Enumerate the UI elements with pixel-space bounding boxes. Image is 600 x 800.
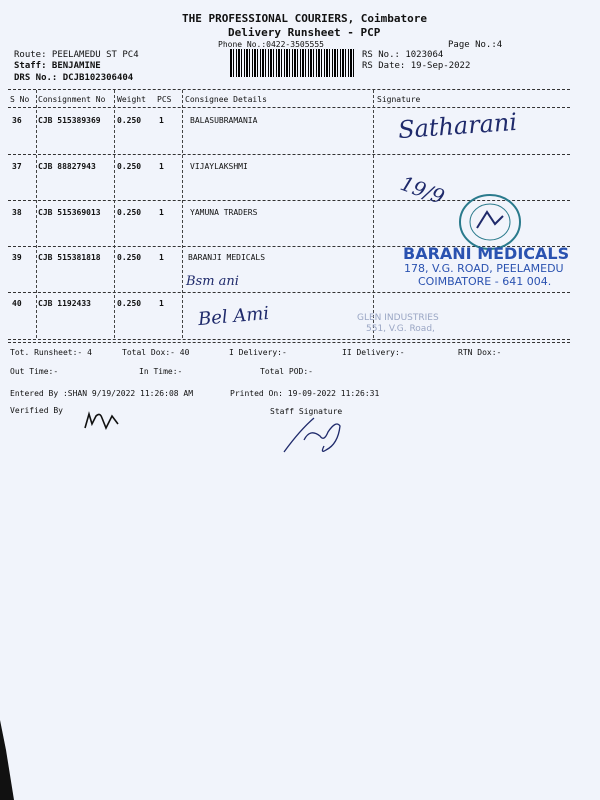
row-consignee: YAMUNA TRADERS bbox=[190, 208, 258, 217]
col-divider bbox=[114, 90, 115, 338]
in-time: In Time:- bbox=[139, 367, 183, 376]
row-rule bbox=[8, 292, 570, 293]
row-consignee: BARANJI MEDICALS bbox=[188, 253, 266, 262]
page-number: Page No.:4 bbox=[448, 40, 503, 50]
barcode bbox=[230, 49, 355, 77]
col-sno: S No bbox=[10, 95, 30, 104]
row-consignee: VIJAYLAKSHMI bbox=[190, 162, 248, 171]
stamp-address-line1: 178, V.G. ROAD, PEELAMEDU bbox=[404, 262, 564, 275]
row-pcs: 1 bbox=[159, 208, 164, 217]
staff-signature-label: Staff Signature bbox=[270, 407, 343, 416]
row-pcs: 1 bbox=[159, 116, 164, 125]
col-divider bbox=[373, 90, 374, 338]
row-sno: 40 bbox=[12, 299, 22, 308]
second-delivery: II Delivery:- bbox=[342, 348, 405, 357]
row-weight: 0.250 bbox=[117, 162, 142, 171]
col-consignment: Consignment No bbox=[38, 95, 106, 104]
faint-stamp-line2: 551, V.G. Road, bbox=[366, 324, 435, 334]
table-rule-bottom bbox=[8, 339, 570, 340]
row-weight: 0.250 bbox=[117, 208, 142, 217]
handwritten-note-39: Bsm ani bbox=[186, 274, 239, 289]
row-consignee: BALASUBRAMANIA bbox=[190, 116, 258, 125]
row-weight: 0.250 bbox=[117, 299, 142, 308]
col-weight: Weight bbox=[117, 95, 146, 104]
rs-number: RS No.: 1023064 bbox=[362, 50, 444, 60]
row-sno: 38 bbox=[12, 208, 22, 217]
row-consignment: CJB 1192433 bbox=[38, 299, 91, 308]
col-divider bbox=[36, 90, 37, 338]
row-weight: 0.250 bbox=[117, 116, 142, 125]
row-weight: 0.250 bbox=[117, 253, 142, 262]
phone-number: Phone No.:0422-3505555 bbox=[218, 40, 324, 49]
verifier-signature-icon bbox=[82, 410, 122, 432]
row-pcs: 1 bbox=[159, 162, 164, 171]
row-sno: 37 bbox=[12, 162, 22, 171]
row-pcs: 1 bbox=[159, 253, 164, 262]
return-dox: RTN Dox:- bbox=[458, 348, 502, 357]
total-pod: Total POD:- bbox=[260, 367, 313, 376]
rs-date: RS Date: 19-Sep-2022 bbox=[362, 61, 471, 71]
company-title: THE PROFESSIONAL COURIERS, Coimbatore bbox=[182, 12, 428, 25]
entered-by: Entered By :SHAN 9/19/2022 11:26:08 AM bbox=[10, 389, 194, 398]
table-rule-bottom-2 bbox=[8, 342, 570, 343]
route-label: Route: PEELAMEDU ST PC4 bbox=[14, 50, 139, 60]
scan-edge-shadow bbox=[0, 720, 20, 800]
drs-number: DRS No.: DCJB102306404 bbox=[14, 73, 134, 83]
out-time: Out Time:- bbox=[10, 367, 59, 376]
row-consignment: CJB 515369013 bbox=[38, 208, 101, 217]
handwritten-note-40: Bel Ami bbox=[197, 302, 270, 331]
row-consignment: CJB 515389369 bbox=[38, 116, 101, 125]
verified-by: Verified By bbox=[10, 406, 63, 415]
first-delivery: I Delivery:- bbox=[229, 348, 287, 357]
printed-on: Printed On: 19-09-2022 11:26:31 bbox=[230, 389, 380, 398]
staff-signature-icon bbox=[280, 410, 360, 456]
row-consignment: CJB 515381818 bbox=[38, 253, 101, 262]
document-title: Delivery Runsheet - PCP bbox=[228, 26, 381, 39]
total-runsheet: Tot. Runsheet:- 4 bbox=[10, 348, 92, 357]
handwritten-date-38: 19/9 bbox=[397, 171, 448, 209]
stamp-address-line2: COIMBATORE - 641 004. bbox=[418, 275, 552, 288]
handwritten-signature-36: Satharani bbox=[397, 107, 518, 145]
row-consignment: CJB 88827943 bbox=[38, 162, 96, 171]
header-rule-bottom bbox=[8, 107, 570, 108]
staff-label: Staff: BENJAMINE bbox=[14, 61, 101, 71]
faint-stamp-line1: GLEN INDUSTRIES bbox=[357, 313, 439, 323]
col-divider bbox=[182, 90, 183, 338]
col-signature: Signature bbox=[377, 95, 421, 104]
col-pcs: PCS bbox=[157, 95, 172, 104]
header-rule-top bbox=[8, 89, 570, 90]
row-sno: 39 bbox=[12, 253, 22, 262]
col-consignee: Consignee Details bbox=[185, 95, 267, 104]
row-rule bbox=[8, 154, 570, 155]
row-pcs: 1 bbox=[159, 299, 164, 308]
total-dox: Total Dox:- 40 bbox=[122, 348, 190, 357]
row-sno: 36 bbox=[12, 116, 22, 125]
stamp-company-name: BARANI MEDICALS bbox=[403, 244, 570, 263]
